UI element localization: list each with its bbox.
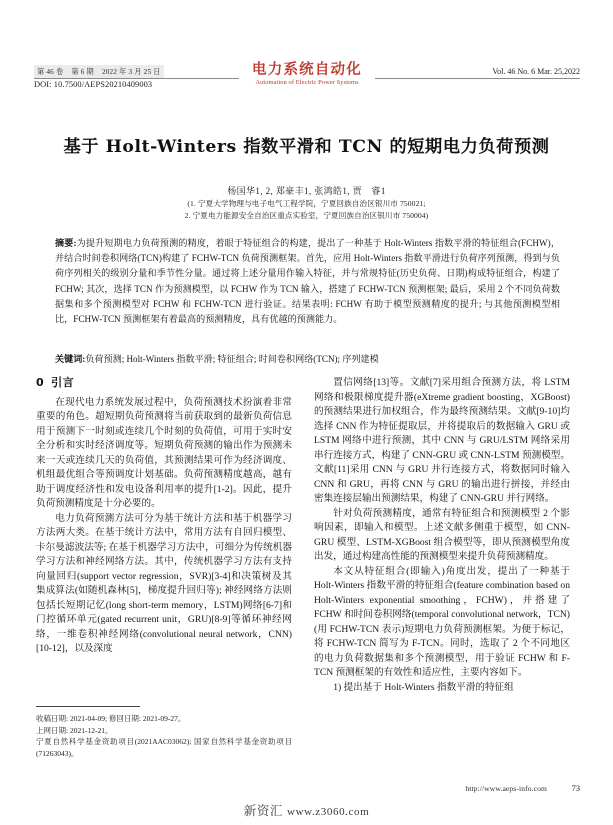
watermark-text-cn: 新资汇 xyxy=(243,803,284,818)
journal-logo xyxy=(192,62,422,86)
journal-title-en: Automation of Electric Power Systems xyxy=(255,78,359,86)
keywords-label: 关键词: xyxy=(55,354,86,364)
section-number: 0 xyxy=(36,376,45,389)
footnote-divider xyxy=(36,706,140,707)
abstract-label: 摘要: xyxy=(55,238,77,248)
paragraph: 电力负荷预测方法可分为基于统计方法和基于机器学习方法两大类。在基于统计方法中，常用方法有自回归模型、卡尔曼滤波法等; 在基于机器学习方法中，可细分为传统机器学习方法和神经网络方法。其中，传统机器学习方法有支持向量回归(support vector regression，SVR)[3-4]和决策树及其集成算法(如随机森林[5]，梯度提升回归等); 神经网络方法则包括长短期记忆(long short-term memory，LSTM)网络[6-7]和门控循环单元(gated recurrent unit，GRU)[8-9]等循环神经网络，一维卷积神经网络(convolutional neural network，CNN)[10-12]，以及深度 xyxy=(36,512,292,654)
footer-page-number: 73 xyxy=(571,784,580,793)
volume-label: 第 46 卷 xyxy=(37,67,64,76)
author-list: 杨国华1, 2, 郑豪丰1, 张鸿皓1, 贾 睿1 xyxy=(227,186,386,196)
abstract-paragraph xyxy=(55,236,560,327)
masthead xyxy=(34,62,580,98)
paragraph: 针对负荷预测精度，通常有特征组合和预测模型 2 个影响因素，即输入和模型。上述文献多侧重于模型，如 CNN-GRU 模型、LSTM-XGBoost 组合模型等，即从预测模型角度出发，通过构建高性能的预测模型来提升负荷预测精度。 xyxy=(314,507,570,562)
footnote-funding: 宁夏自然科学基金资助项目(2021AAC03062); 国家自然科学基金资助项目(71263043)。 xyxy=(36,737,292,758)
keywords-block xyxy=(55,352,560,367)
watermark xyxy=(244,801,370,819)
volume-issue-badge xyxy=(34,65,164,78)
body-column-right xyxy=(314,376,570,695)
footnote-online-date: 上网日期: 2021-12-21。 xyxy=(36,725,113,735)
paragraph: 在现代电力系统发展过程中，负荷预测技术扮演着非常重要的角色。超短期负荷预测将当前获取到的最新负荷信息用于预测下一时刻或连续几个时刻的负荷值，可用于实时安全分析和实时经济调度等。短期负荷预测的输出作为预测未来一天或连续几天的负荷值，其预测结果可作为经济调度、机组最优组合等预调度计划基础。负荷预测精度越高，越有助于调度经济性和发电设备利用率的提升[1-2]。因此，提升负荷预测精度是十分必要的。 xyxy=(36,396,292,509)
doi-text: DOI: 10.7500/AEPS20210409003 xyxy=(34,80,153,89)
affiliation-2: 2. 宁夏电力能源安全自治区重点实验室，宁夏回族自治区银川市 750004) xyxy=(184,211,429,220)
issue-label: 第 6 期 xyxy=(71,67,94,76)
paragraph: 置信网络[13]等。文献[7]采用组合预测方法，将 LSTM 网络和极限梯度提升器(eXtreme gradient boosting，XGBoost)的预测结果进行加权组合，作为最终预测结果。文献[9-10]均选择 CNN 作为特征提取层，并将提取后的数据输入 GRU 或 LSTM 网络中进行预测，其中 CNN 与 GRU/LSTM 网络采用串行连接方式，构建了 CNN-GRU 或 CNN-LSTM 预测模型。文献[11]采用 CNN 与 GRU 并行连接方式，将数据同时输入 CNN 和 GRU，再将 CNN 与 GRU 的输出进行拼接，并经由密集连接层输出预测结果，构建了 CNN-GRU 并行网络。 xyxy=(314,377,570,504)
abstract-block xyxy=(55,236,560,327)
paragraph: 1) 提出基于 Holt-Winters 指数平滑的特征组 xyxy=(333,681,514,693)
section-heading xyxy=(36,376,292,391)
keywords-text: 负荷预测; Holt-Winters 指数平滑; 特征组合; 时间卷积网络(TCN); 序列建模 xyxy=(85,354,379,364)
affiliation-1: (1. 宁夏大学物理与电子电气工程学院，宁夏回族自治区银川市 750021; xyxy=(187,199,426,208)
section-title: 引言 xyxy=(51,376,75,389)
publication-date-cn: 2022 年 3 月 25 日 xyxy=(101,67,161,76)
watermark-url: www.z3060.com xyxy=(287,806,370,818)
article-title: 基于 Holt-Winters 指数平滑和 TCN 的短期电力负荷预测 xyxy=(63,137,550,157)
volume-issue-en: Vol. 46 No. 6 Mar. 25,2022 xyxy=(492,67,580,76)
footnote-received-date: 收稿日期: 2021-04-09; 修回日期: 2021-09-27。 xyxy=(36,714,186,723)
abstract-text: 为提升短期电力负荷预测的精度，着眼于特征组合的构建，提出了一种基于 Holt-Winters 指数平滑的特征组合(FCHW)，并结合时间卷积网络(TCN)构建了 FCHW-TCN 负荷预测框架。首先，应用 Holt-Winters 指数平滑进行负荷序列预测，得到与负荷序列相关的级别分量和季节性分量。通过将上述分量用作输入特征，并与常规特征(历史负荷、日期)构成特征组合，构建了 FCHW; 其次，选择 TCN 作为预测模型，以 FCHW 作为 TCN 输入，搭建了 FCHW-TCN 预测框架; 最后，采用 2 个不同负荷数据集和多个预测模型对 FCHW 和 FCHW-TCN 进行验证。结果表明: FCHW 有助于模型预测精度的提升; 与其他预测模型相比，FCHW-TCN 预测框架有着最高的预测精度，具有优越的预测能力。 xyxy=(55,238,560,325)
journal-title-cn: 电力系统自动化 xyxy=(252,61,362,78)
footer-url[interactable]: http://www.aeps-info.com xyxy=(465,784,547,793)
body-column-left xyxy=(36,376,292,657)
footnote-block xyxy=(36,706,292,759)
paragraph: 本文从特征组合(即输入)角度出发，提出了一种基于 Holt-Winters 指数平滑的特征组合(feature combination based on Holt-Winters exponential smoothing，FCHW)，并搭建了 FCHW 和时间卷积网络(temporal convolutional network，TCN)(用 FCHW-TCN 表示)短期电力负荷预测框架。为便于标记，将 FCHW-TCN 简写为 F-TCN。同时，选取了 2 个不同地区的电力负荷数据集和多个预测模型，用于验证 FCHW 和 F-TCN 预测框架的有效性和适应性，主要内容如下。 xyxy=(314,565,570,678)
